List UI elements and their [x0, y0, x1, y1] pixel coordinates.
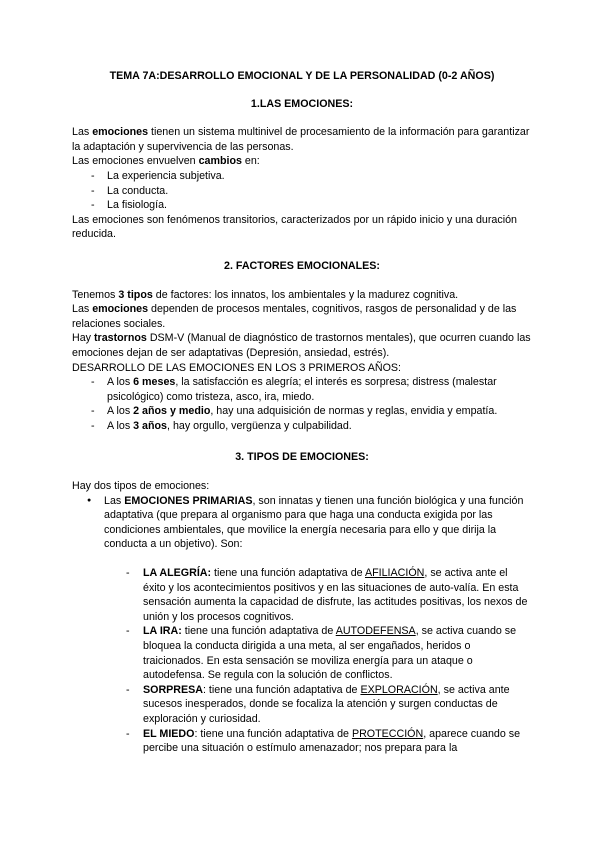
list-item: - LA IRA: tiene una función adaptativa de AUTODEFENSA, se activa cuando se bloquea la conducta dirigida a una meta, al ser engañados, heridos o traicionados. En esta sensación se moviliza energía para un ataque o autodefensa. Se regula con la solución de conflictos.	[72, 624, 532, 682]
list-item: - A los 3 años, hay orgullo, vergüenza y culpabilidad.	[72, 419, 532, 434]
paragraph: Las emociones envuelven cambios en:	[72, 155, 260, 168]
list-item: - La conducta.	[72, 184, 532, 199]
list-item: - A los 2 años y medio, hay una adquisición de normas y reglas, envidia y empatía.	[72, 404, 532, 419]
list-item: - A los 6 meses, la satisfacción es alegría; el interés es sorpresa; distress (malestar psicológico) como tristeza, asco, ira, miedo.	[72, 375, 532, 404]
list-item: - La fisiología.	[72, 198, 532, 213]
list-item: ● Las EMOCIONES PRIMARIAS, son innatas y tienen una función biológica y una función adaptativa (que prepara al organismo para que haga una conducta exigida por las condiciones ambientales, que movilice la energía necesaria para ello y que dirija la conducta a un objetivo). Son:	[72, 494, 532, 552]
section-heading-types: 3. TIPOS DE EMOCIONES:	[235, 451, 369, 464]
list-item: - EL MIEDO: tiene una función adaptativa de PROTECCIÓN, aparece cuando se percibe una situación o estímulo amenazador; nos prepara para la	[72, 727, 532, 756]
list-item: - La experiencia subjetiva.	[72, 169, 532, 184]
paragraph: DESARROLLO DE LAS EMOCIONES EN LOS 3 PRIMEROS AÑOS:	[72, 361, 402, 374]
changes-list	[72, 169, 532, 213]
paragraph: Hay dos tipos de emociones:	[72, 480, 210, 493]
paragraph: Hay trastornos DSM-V (Manual de diagnóstico de trastornos mentales), que ocurren cuando las emociones dejan de ser adaptativas (Depresión, ansiedad, estrés).	[72, 332, 531, 359]
list-item: - SORPRESA: tiene una función adaptativa de EXPLORACIÓN, se activa ante sucesos inesperados, donde se focaliza la atención y surgen conductas de exploración y curiosidad.	[72, 683, 532, 727]
paragraph: Las emociones dependen de procesos mentales, cognitivos, rasgos de personalidad y de las relaciones sociales.	[72, 303, 517, 330]
primary-emotions-list	[72, 566, 532, 756]
emotion-types-list	[72, 494, 532, 552]
document-body	[72, 69, 532, 756]
document-title: TEMA 7A:DESARROLLO EMOCIONAL Y DE LA PERSONALIDAD (0-2 AÑOS)	[109, 70, 495, 82]
list-item: - LA ALEGRÍA: tiene una función adaptativa de AFILIACIÓN, se activa ante el éxito y los acontecimientos positivos y en las situaciones de auto-valía. En esta sensación aumenta la capacidad de disfrute, las actitudes positivas, los nexos de unión y los procesos cognitivos.	[72, 566, 532, 624]
paragraph: Las emociones tienen un sistema multinivel de procesamiento de la información para garantizar la adaptación y supervivencia de las personas.	[72, 126, 530, 153]
ages-list	[72, 375, 532, 433]
section-heading-factors: 2. FACTORES EMOCIONALES:	[224, 259, 380, 272]
paragraph: Tenemos 3 tipos de factores: los innatos, los ambientales y la madurez cognitiva.	[72, 288, 459, 301]
paragraph: Las emociones son fenómenos transitorios, caracterizados por un rápido inicio y una duración reducida.	[72, 213, 517, 241]
section-heading-emotions: 1.LAS EMOCIONES:	[250, 97, 354, 110]
